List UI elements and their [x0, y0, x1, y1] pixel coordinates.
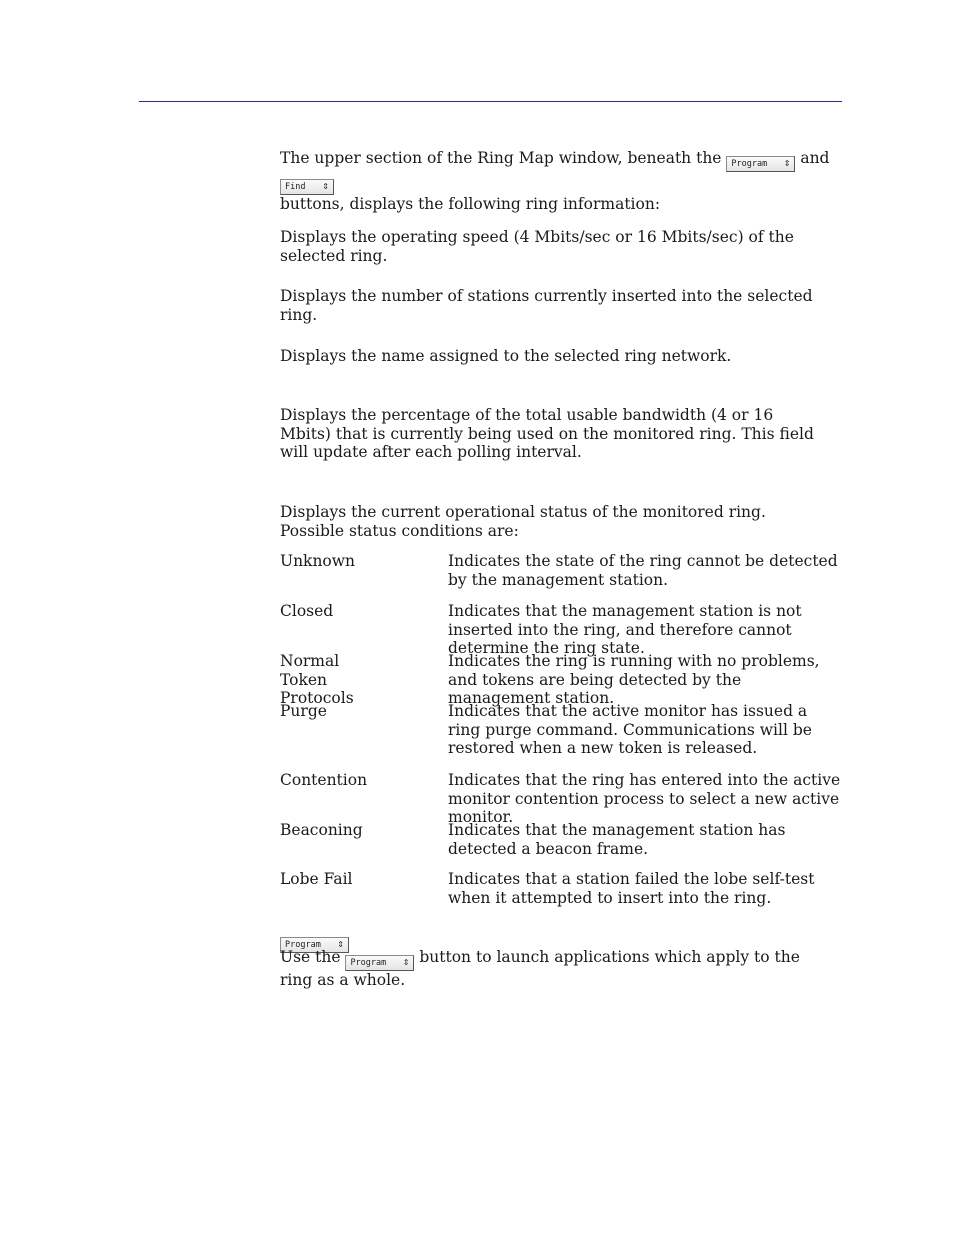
condition-name: Beaconing — [280, 821, 363, 839]
stations-description: Displays the number of stations currently inserted into the selected ring. — [280, 287, 813, 324]
program-button[interactable] — [726, 156, 795, 172]
condition-name: Closed — [280, 602, 334, 620]
updown-arrow-icon: ⇕ — [783, 159, 791, 168]
condition-description: Indicates that the active monitor has issued a ring purge command. Communications will be restored when a new token is released. — [448, 702, 812, 757]
intro-paragraph — [280, 149, 845, 214]
find-button[interactable] — [280, 179, 334, 195]
program-text-after: button to launch applications which apply to the ring as a whole. — [280, 948, 800, 989]
ring-name-description: Displays the name assigned to the selected ring network. — [280, 347, 732, 365]
condition-name: Lobe Fail — [280, 870, 353, 888]
program-button-label: Program — [731, 159, 768, 169]
program-button-label: Program — [350, 958, 387, 968]
intro-text-and: and — [795, 149, 830, 167]
find-button-label: Find — [285, 182, 306, 192]
speed-description: Displays the operating speed (4 Mbits/sec or 16 Mbits/sec) of the selected ring. — [280, 228, 794, 265]
updown-arrow-icon: ⇕ — [322, 182, 329, 191]
intro-text-before: The upper section of the Ring Map window, beneath the — [280, 149, 727, 167]
program-button-label: Program — [285, 940, 321, 950]
condition-description: Indicates that the ring has entered into the active monitor contention process to select a new active monitor. — [448, 771, 841, 826]
condition-description: Indicates that a station failed the lobe self-test when it attempted to insert into the ring. — [448, 870, 815, 907]
program-button[interactable] — [345, 955, 414, 971]
condition-name: Unknown — [280, 552, 356, 570]
condition-description: Indicates that the management station is not inserted into the ring, and therefore cannot determine the ring state. — [448, 602, 802, 657]
condition-name: Normal Token Protocols — [280, 652, 354, 707]
condition-description: Indicates the state of the ring cannot be detected by the management station. — [448, 552, 838, 589]
updown-arrow-icon: ⇕ — [337, 940, 344, 949]
status-description: Displays the current operational status of the monitored ring. Possible status conditions are: — [280, 503, 766, 540]
condition-description: Indicates that the management station has detected a beacon frame. — [448, 821, 786, 858]
condition-description: Indicates the ring is running with no problems, and tokens are being detected by the management station. — [448, 652, 820, 707]
header-rule — [139, 101, 842, 102]
program-description — [280, 948, 820, 990]
condition-name: Purge — [280, 702, 327, 720]
program-text-before: Use the — [280, 948, 346, 966]
bandwidth-description: Displays the percentage of the total usable bandwidth (4 or 16 Mbits) that is currently being used on the monitored ring. This field will update after each polling interval. — [280, 406, 814, 461]
condition-name: Contention — [280, 771, 368, 789]
updown-arrow-icon: ⇕ — [402, 958, 410, 967]
intro-text-after: buttons, displays the following ring information: — [280, 195, 661, 213]
